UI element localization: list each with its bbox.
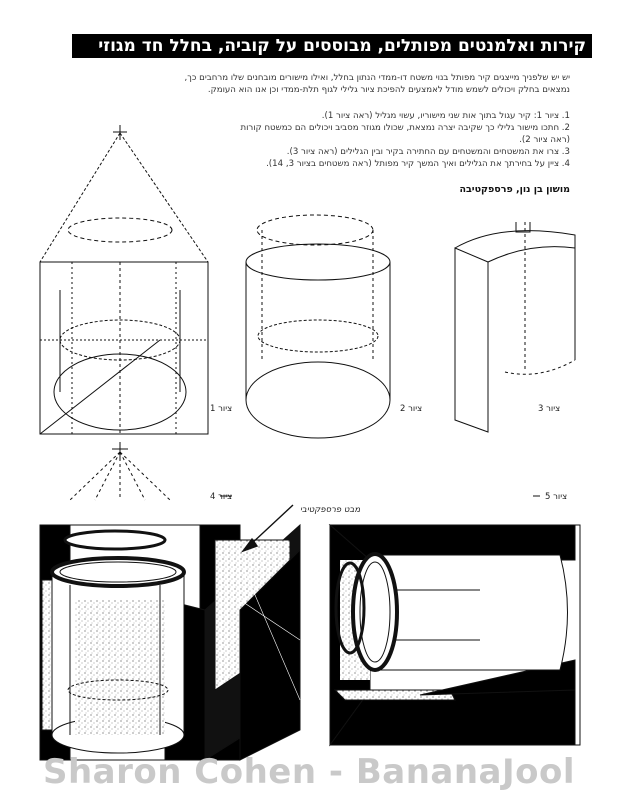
figure-3-curved-wall bbox=[455, 222, 575, 432]
intro-line: נמצאים בחלק ויכולים לשמש מודל לאמצעים להפיכת ציור גלילי לגוף תלת-ממדי וכן אנו הוא העומק. bbox=[207, 85, 570, 95]
instruction-step: (ראה ציור 2). bbox=[519, 135, 570, 145]
figure-3-label: ציור 3 bbox=[538, 404, 561, 414]
page-title: קירות ואלמנטים מפותלים, מבוססים על קוביה, בחלל חד מגוזי bbox=[72, 34, 592, 58]
section-caption: מושון בן נון, פרספקטיבה bbox=[459, 184, 570, 195]
watermark: Sharon Cohen - BananaJool bbox=[42, 752, 576, 792]
intro-line: יש יש שלפניך מייצגים קיר מפותל בנוי משטח דו-ממדי הנתון בחלל, ואילו מישורים מובחנים שלו מרחבים כך, bbox=[184, 73, 570, 83]
figure-5-label: ציור 5 bbox=[545, 492, 568, 502]
instruction-step: 3. צרו את המשטחים והמשטחים עם החתירה בקיר ובין הגלילים (ראה ציור 3). bbox=[286, 147, 570, 157]
arrow-note-label: מבט פרספקטיבי bbox=[300, 505, 361, 515]
figure-5-horizontal-cylinder bbox=[330, 525, 580, 745]
figure-1-cube-cone bbox=[40, 125, 208, 434]
figure-4-label: ציור 4 bbox=[210, 492, 233, 502]
instruction-step: 4. ציין על בחירתך את הגלילים ואיך המשך קיר מפותל (ראה משטחים בציור 3, 14). bbox=[266, 159, 570, 169]
vanishing-point-sketch bbox=[70, 442, 170, 500]
figure-1-label: ציור 1 bbox=[210, 404, 233, 414]
figure-2-label: ציור 2 bbox=[400, 404, 423, 414]
instruction-step: 1. ציור 1: קיר עגול בתוך אות שני מישוריו, עשוי מגליל (ראה ציור 1). bbox=[321, 111, 570, 121]
figure-4-shaded-cube bbox=[40, 525, 300, 760]
figure-2-cylinder bbox=[246, 215, 390, 438]
instruction-step: 2. חתכו מישור גלילי כך שקיבה יצרה נמצאת, שכולו מגוזר מסביב ויכולים הם כמשטח קורות bbox=[240, 123, 570, 133]
